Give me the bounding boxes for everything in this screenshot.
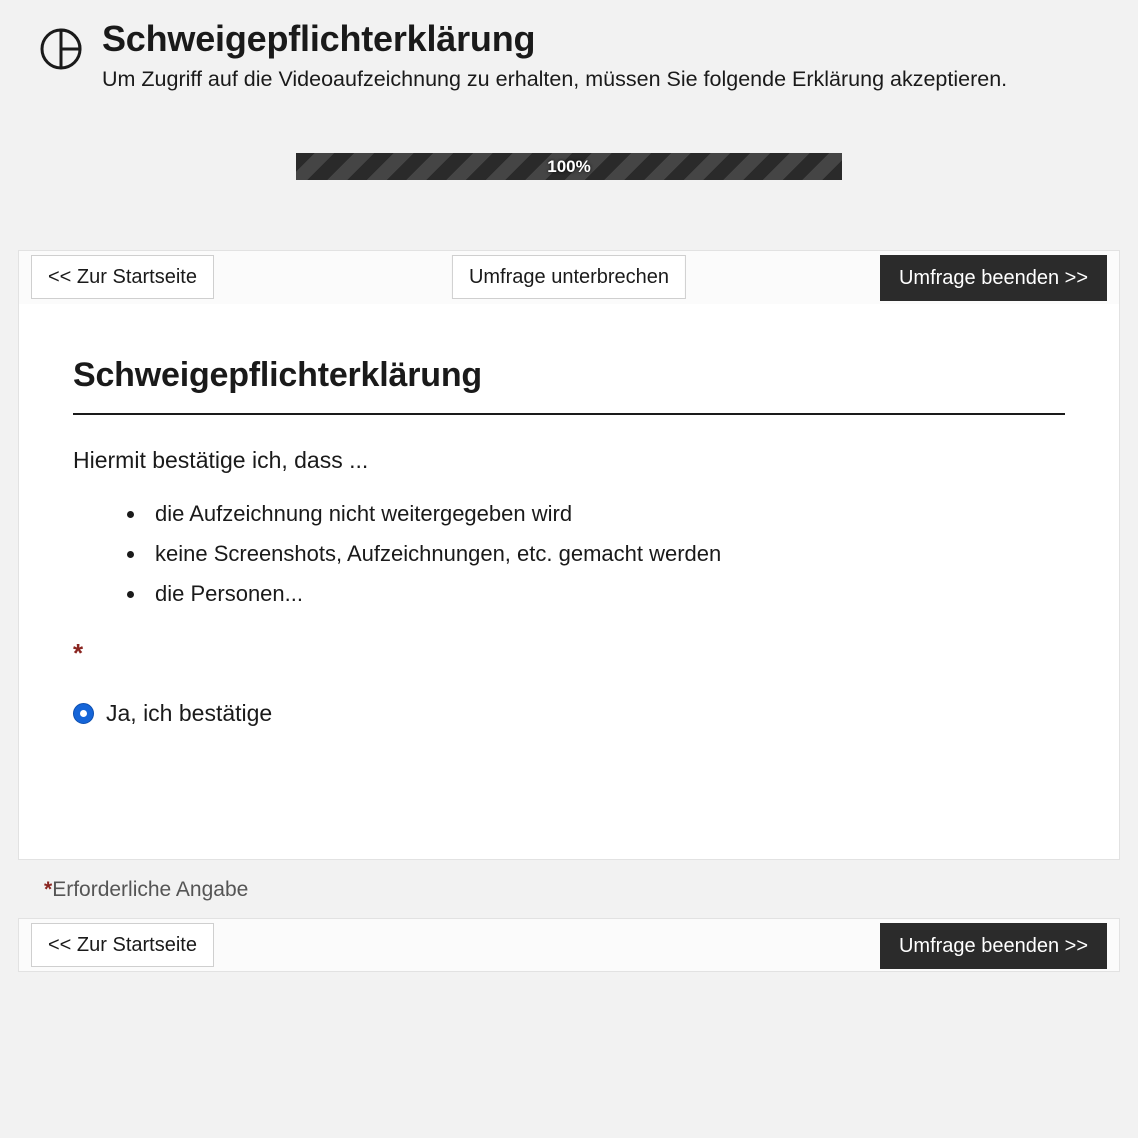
section-title: Schweigepflichterklärung xyxy=(73,356,1065,415)
radio-label-confirm: Ja, ich bestätige xyxy=(106,700,273,727)
home-button-top[interactable]: << Zur Startseite xyxy=(31,255,214,299)
condition-list xyxy=(73,494,1065,614)
question-card xyxy=(18,304,1120,860)
list-item: • keine Screenshots, Aufzeichnungen, etc. gemacht werden xyxy=(147,534,1065,574)
progress-label: 100% xyxy=(547,156,591,176)
finish-survey-button-top[interactable]: Umfrage beenden >> xyxy=(880,255,1107,301)
survey-toolbar-bottom xyxy=(18,918,1120,972)
pause-survey-button[interactable]: Umfrage unterbrechen xyxy=(452,255,686,299)
radio-option-row[interactable] xyxy=(73,702,1065,725)
required-marker: * xyxy=(73,638,84,669)
progress-section xyxy=(0,153,1138,180)
question-text: Hiermit bestätige ich, dass ... xyxy=(73,447,369,474)
page-subtitle: Um Zugriff auf die Videoaufzeichnung zu erhalten, müssen Sie folgende Erklärung akzeptieren. xyxy=(102,67,1008,92)
list-item: • die Personen... xyxy=(147,574,1065,614)
list-item: • die Aufzeichnung nicht weitergegeben wird xyxy=(147,494,1065,534)
required-note xyxy=(44,878,1138,902)
progress-bar xyxy=(296,153,842,180)
header-text-block xyxy=(92,18,1108,95)
home-button-bottom[interactable]: << Zur Startseite xyxy=(31,923,214,967)
pie-chart-icon xyxy=(30,18,92,72)
survey-toolbar-top xyxy=(18,250,1120,304)
finish-survey-button-bottom[interactable]: Umfrage beenden >> xyxy=(880,923,1107,969)
required-note-star: * xyxy=(44,878,53,902)
page-title: Schweigepflichterklärung xyxy=(102,18,536,59)
page-header xyxy=(0,0,1138,95)
radio-button-confirm[interactable] xyxy=(73,703,94,724)
required-note-text: Erforderliche Angabe xyxy=(52,878,249,902)
